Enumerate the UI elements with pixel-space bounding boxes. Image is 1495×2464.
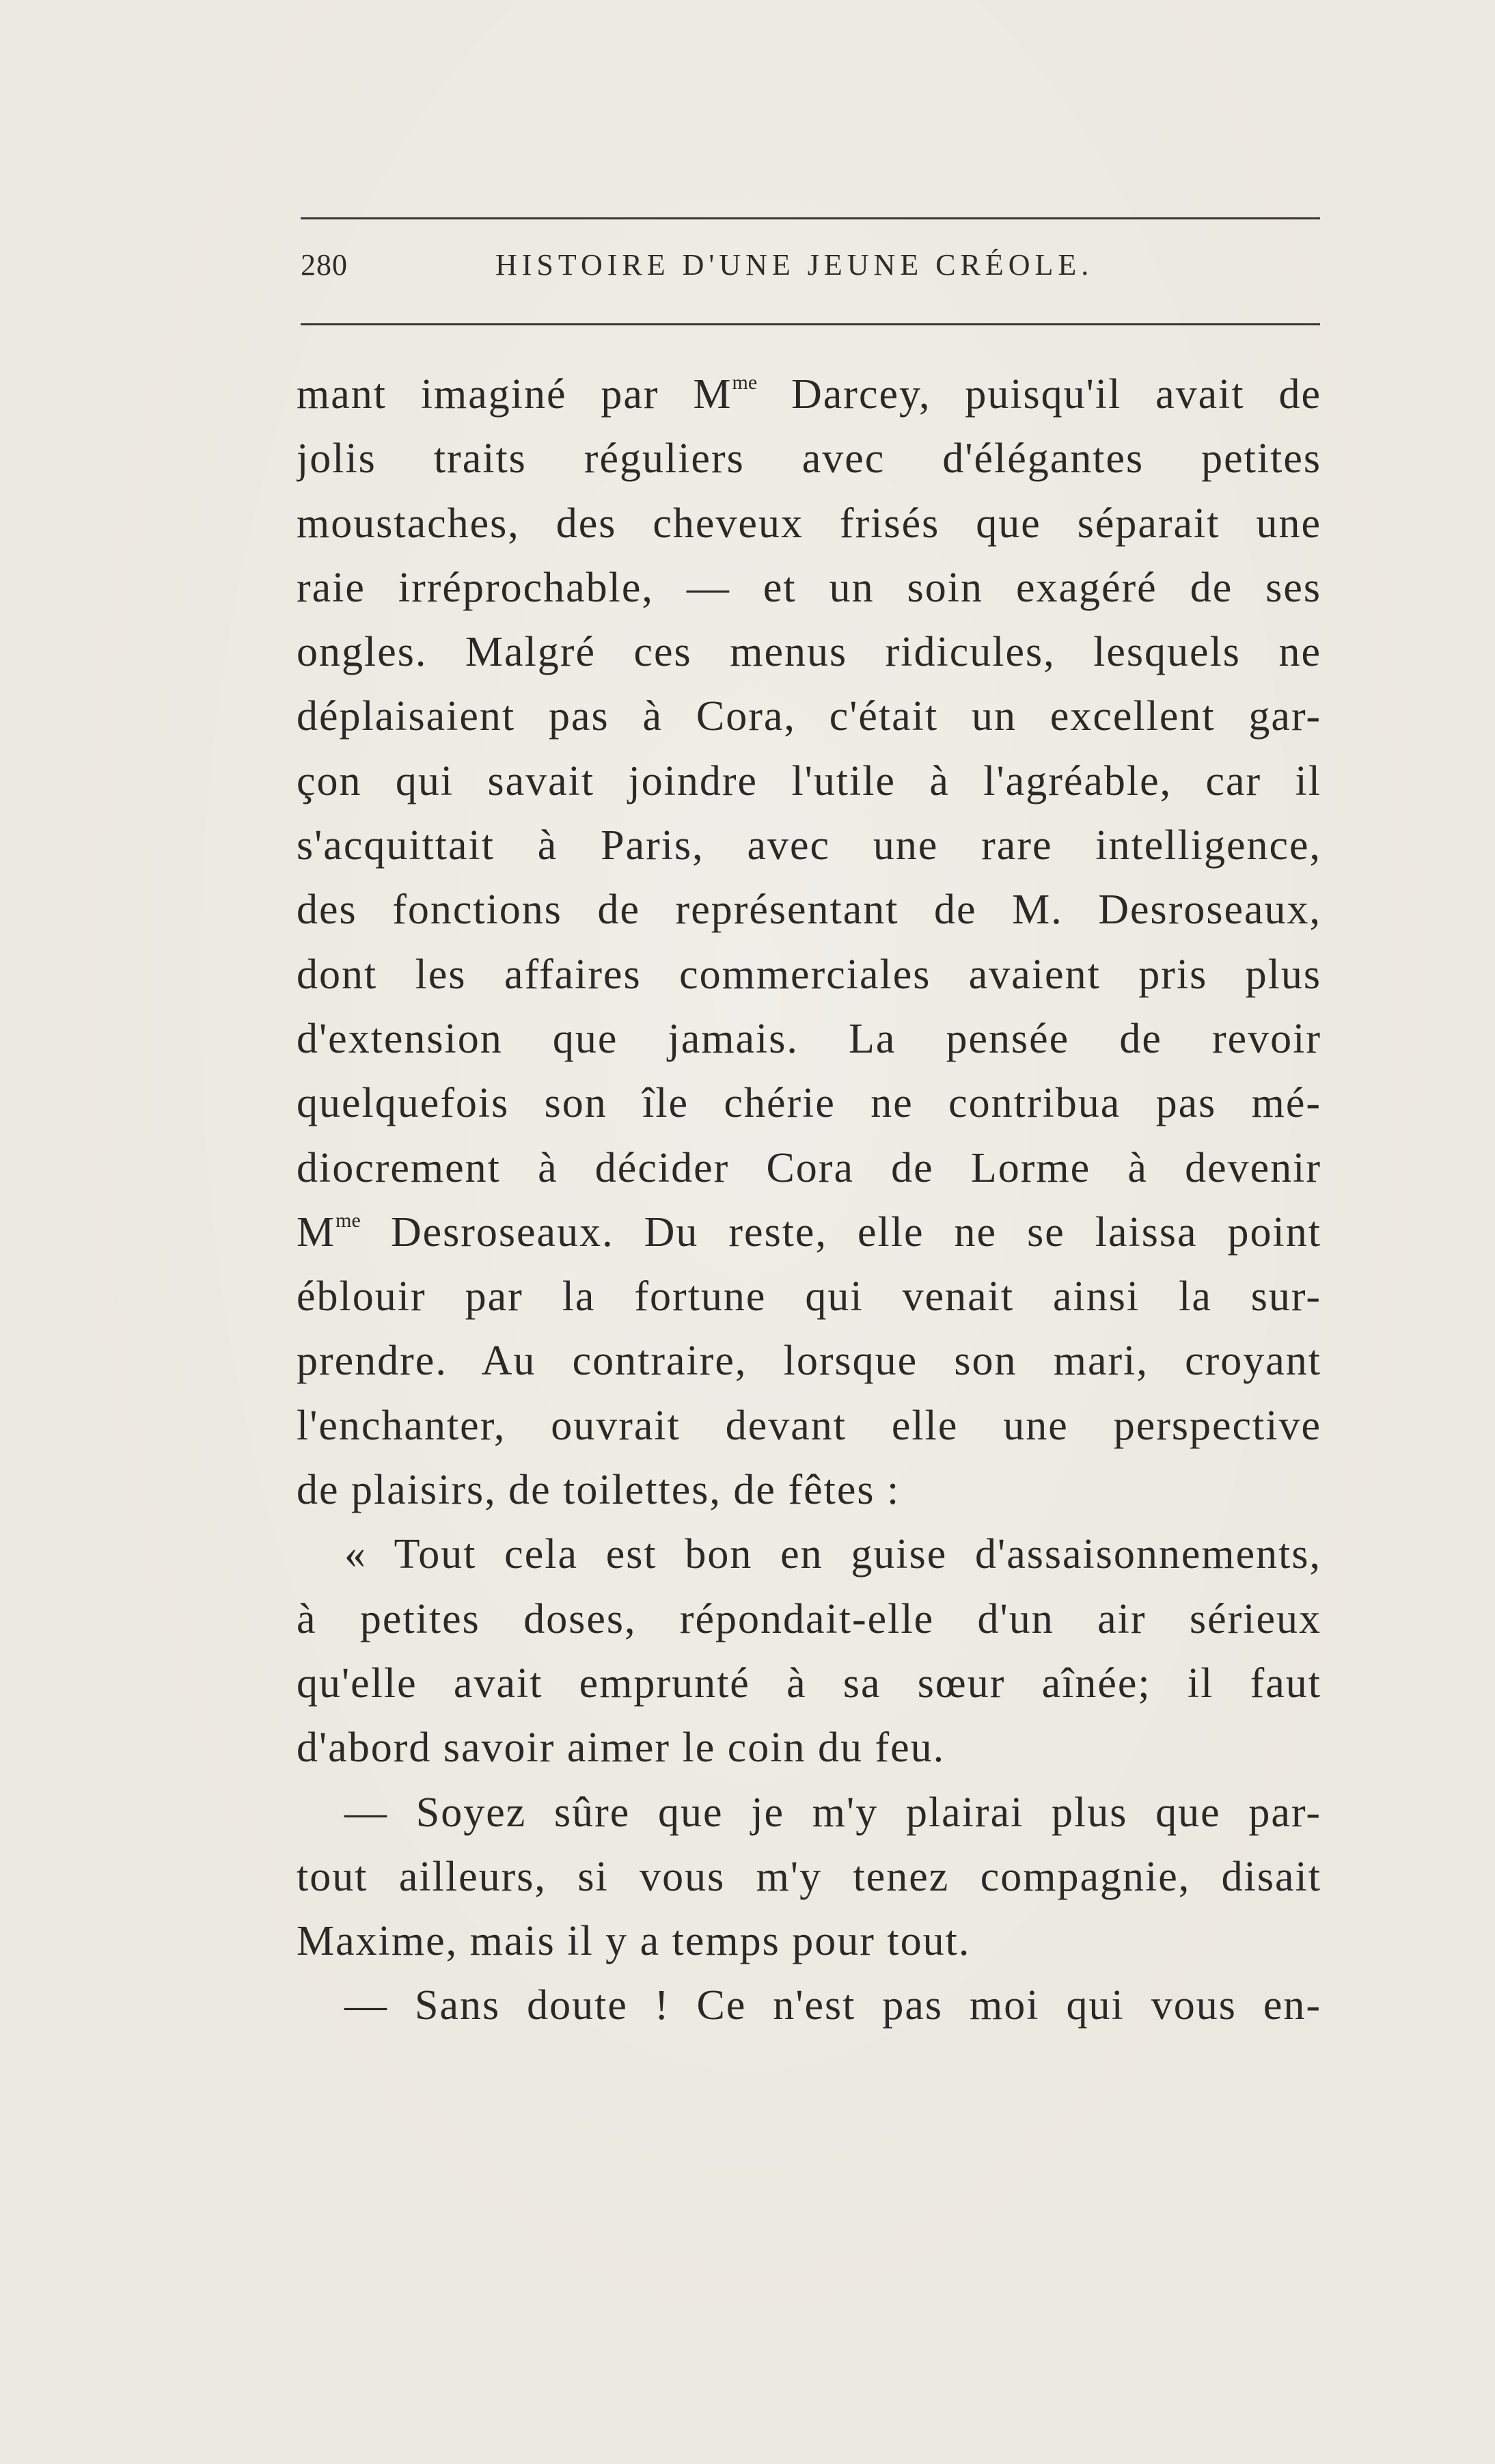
text-line: — Sans doute ! Ce n'est pas moi qui vous en- xyxy=(344,1982,1321,2029)
line-text: Desroseaux. Du reste, elle ne se laissa point xyxy=(360,1208,1321,1256)
text-line: diocrement à décider Cora de Lorme à devenir xyxy=(297,1144,1321,1191)
text-line: — Soyez sûre que je m'y plairai plus que par- xyxy=(344,1789,1321,1836)
text-line: qu'elle avait emprunté à sa sœur aînée; il faut xyxy=(297,1660,1321,1707)
text-line: l'enchanter, ouvrait devant elle une perspective xyxy=(297,1402,1321,1449)
text-line: tout ailleurs, si vous m'y tenez compagnie, disait xyxy=(297,1853,1321,1900)
text-line xyxy=(297,362,1321,427)
text-line: à petites doses, répondait-elle d'un air sérieux xyxy=(297,1595,1321,1642)
text-line: d'abord savoir aimer le coin du feu. xyxy=(297,1724,946,1772)
text-line: « Tout cela est bon en guise d'assaisonnements, xyxy=(344,1531,1321,1578)
text-line: raie irréprochable, — et un soin exagéré de ses xyxy=(297,564,1321,611)
text-line: quelquefois son île chérie ne contribua pas mé- xyxy=(297,1080,1321,1127)
text-line: des fonctions de représentant de M. Desroseaux, xyxy=(297,886,1321,934)
header-rule-bottom xyxy=(301,323,1320,325)
header-rule-top xyxy=(301,217,1320,219)
text-line: dont les affaires commerciales avaient pris plus xyxy=(297,951,1321,998)
line-text: Darcey, puisqu'il avait de xyxy=(757,371,1321,418)
abbreviation-superscript: me xyxy=(732,371,758,394)
text-line: moustaches, des cheveux frisés que séparait une xyxy=(297,500,1321,547)
text-line: prendre. Au contraire, lorsque son mari, croyant xyxy=(297,1338,1321,1385)
text-line: jolis traits réguliers avec d'élégantes petites xyxy=(297,435,1321,483)
line-text: mant imaginé par M xyxy=(297,371,732,418)
running-head xyxy=(301,247,1320,302)
body-text xyxy=(297,362,1321,2038)
text-line: de plaisirs, de toilettes, de fêtes : xyxy=(297,1467,901,1514)
text-line: s'acquittait à Paris, avec une rare intelligence, xyxy=(297,822,1321,869)
text-line: déplaisaient pas à Cora, c'était un excellent gar- xyxy=(297,693,1321,740)
text-line: éblouir par la fortune qui venait ainsi la sur- xyxy=(297,1273,1321,1321)
text-line: ongles. Malgré ces menus ridicules, lesquels ne xyxy=(297,629,1321,676)
running-title: HISTOIRE D'UNE JEUNE CRÉOLE. xyxy=(495,248,1094,282)
line-text: M xyxy=(297,1208,336,1256)
text-line: çon qui savait joindre l'utile à l'agréable, car il xyxy=(297,757,1321,804)
page-number: 280 xyxy=(301,248,348,282)
text-line: Maxime, mais il y a temps pour tout. xyxy=(297,1918,971,1965)
text-line xyxy=(297,1200,1321,1264)
text-line: d'extension que jamais. La pensée de revoir xyxy=(297,1015,1321,1062)
abbreviation-superscript: me xyxy=(335,1208,361,1232)
